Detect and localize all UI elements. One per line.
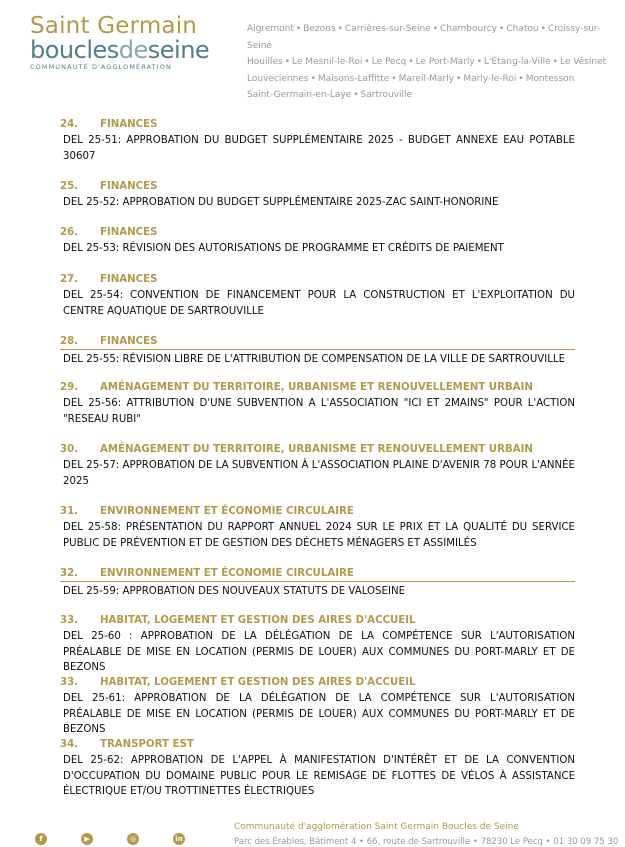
agenda-item [60, 614, 575, 676]
item-category: FINANCES [100, 336, 158, 347]
item-description: DEL 25-58: PRÉSENTATION DU RAPPORT ANNUEL 2024 SUR LE PRIX ET LA QUALITÉ DU SERVICE PUBLIC DE PRÉVENTION ET DE GESTION DES DÉCHETS MÉNAGERS ET ASSIMILÉS [63, 522, 575, 549]
item-category: AMÉNAGEMENT DU TERRITOIRE, URBANISME ET RENOUVELLEMENT URBAIN [100, 444, 533, 455]
commune-separator: • [476, 57, 483, 67]
agenda-item [60, 180, 575, 211]
item-description: DEL 25-57: APPROBATION DE LA SUBVENTION À L'ASSOCIATION PLAINE D'AVENIR 78 POUR L'ANNÉE 2025 [63, 460, 575, 487]
item-description: DEL 25-55: RÉVISION LIBRE DE L'ATTRIBUTION DE COMPENSATION DE LA VILLE DE SARTROUVILLE [63, 354, 566, 365]
item-number: 26. [60, 227, 79, 238]
item-number: 25. [60, 181, 79, 192]
item-number: 33. [60, 615, 79, 626]
commune-name: Maisons-Laffitte [317, 73, 390, 84]
commune-separator: • [540, 24, 546, 34]
item-category: FINANCES [100, 227, 158, 238]
commune-separator: • [364, 57, 370, 67]
item-heading [60, 614, 575, 627]
item-heading [60, 273, 575, 286]
item-category: AMÉNAGEMENT DU TERRITOIRE, URBANISME ET RENOUVELLEMENT URBAIN [100, 382, 533, 393]
item-number: 28. [60, 336, 79, 347]
item-heading [60, 505, 575, 518]
item-description: DEL 25-62: APPROBATION DE L'APPEL À MANIFESTATION D'INTÉRÊT ET DE LA CONVENTION D'OCCUPATION DU DOMAINE PUBLIC POUR LE REMISAGE DE FLOTTES DE VÉLOS À ASSISTANCE ÉLECTRIQUE ET/OU TROTTINETTES ÉLECTRIQUES [63, 755, 575, 797]
item-heading [60, 738, 575, 751]
logo-subtitle: bouclesdeseine [30, 36, 210, 64]
item-heading [60, 567, 575, 582]
commune-separator: • [353, 90, 359, 100]
commune-name: Chambourcy [440, 24, 497, 34]
agenda-item [60, 676, 575, 738]
commune-name: Aigremont [247, 24, 294, 34]
item-heading [60, 180, 575, 193]
item-category: FINANCES [100, 274, 158, 285]
social-links [35, 833, 185, 845]
commune-name: Montesson [525, 73, 575, 84]
item-description: DEL 25-53: RÉVISION DES AUTORISATIONS DE PROGRAMME ET CRÉDITS DE PAIEMENT [63, 243, 504, 254]
item-number: 24. [60, 119, 79, 130]
commune-separator: • [432, 24, 439, 34]
agenda-item [60, 118, 575, 164]
item-number: 30. [60, 444, 79, 455]
agenda-item [60, 567, 575, 600]
item-category: TRANSPORT EST [100, 739, 194, 750]
logo [30, 14, 209, 71]
item-number: 32. [60, 568, 79, 579]
commune-separator: • [499, 24, 505, 34]
commune-separator: • [518, 73, 524, 84]
commune-separator: • [552, 57, 558, 67]
commune-name: Marly-le-Roi [463, 73, 517, 84]
agenda-item [60, 505, 575, 551]
item-category: ENVIRONNEMENT ET ÉCONOMIE CIRCULAIRE [100, 506, 354, 517]
commune-separator: • [337, 24, 343, 34]
item-heading [60, 335, 575, 350]
commune-name: Mareil-Marly [398, 73, 455, 84]
item-number: 34. [60, 739, 79, 750]
commune-name: Le Pecq [371, 57, 407, 67]
commune-name: Sartrouville [360, 90, 413, 100]
item-description: DEL 25-61: APPROBATION DE LA DÉLÉGATION DE LA COMPÉTENCE SUR L'AUTORISATION PRÉALABLE DE MISE EN LOCATION (PERMIS DE LOUER) AUX COMMUNES DU PORT-MARLY ET DE BEZONS [63, 693, 575, 735]
commune-name: Carrières-sur-Seine [344, 24, 431, 34]
item-description: DEL 25-51: APPROBATION DU BUDGET SUPPLÉMENTAIRE 2025 - BUDGET ANNEXE EAU POTABLE 30607 [63, 135, 575, 162]
item-description: DEL 25-59: APPROBATION DES NOUVEAUX STATUTS DE VALOSEINE [63, 586, 406, 597]
item-heading [60, 226, 575, 239]
commune-name: Le Mesnil-le-Roi [292, 57, 363, 67]
item-number: 29. [60, 382, 79, 393]
commune-separator: • [408, 57, 414, 67]
commune-name: Houilles [247, 57, 283, 67]
item-category: FINANCES [100, 119, 158, 130]
agenda-item [60, 226, 575, 257]
logo-title: Saint Germain [30, 13, 198, 39]
linkedin-icon[interactable]: in [173, 833, 185, 845]
commune-separator: • [284, 57, 291, 67]
logo-tagline: COMMUNAUTÉ D'AGGLOMÉRATION [30, 63, 172, 71]
commune-name: Chatou [506, 24, 539, 34]
commune-name: Le Vésinet [559, 57, 607, 67]
youtube-icon[interactable]: ▶ [81, 833, 93, 845]
item-heading [60, 676, 575, 689]
agenda-item [60, 381, 575, 427]
footer-title: Communauté d'agglomération Saint Germain Boucles de Seine [234, 822, 519, 832]
commune-separator: • [456, 73, 462, 84]
item-number: 31. [60, 506, 79, 517]
item-category: HABITAT, LOGEMENT ET GESTION DES AIRES D'ACCUEIL [100, 677, 416, 688]
agenda-item [60, 738, 575, 800]
agenda-item [60, 335, 575, 368]
commune-name: Louveciennes [247, 73, 309, 84]
commune-name: Croissy-sur-Seine [247, 24, 601, 51]
commune-separator: • [391, 73, 397, 84]
item-category: ENVIRONNEMENT ET ÉCONOMIE CIRCULAIRE [100, 568, 354, 579]
item-heading [60, 443, 575, 456]
commune-name: Saint-Germain-en-Laye [247, 90, 352, 100]
facebook-icon[interactable]: f [35, 833, 47, 845]
communes-list [247, 21, 607, 104]
item-description: DEL 25-52: APPROBATION DU BUDGET SUPPLÉMENTAIRE 2025-ZAC SAINT-HONORINE [63, 197, 499, 208]
item-category: FINANCES [100, 181, 158, 192]
item-description: DEL 25-56: ATTRIBUTION D'UNE SUBVENTION A L'ASSOCIATION "ICI ET 2MAINS" POUR L'ACTION "RESEAU RUBI" [63, 398, 575, 425]
commune-name: Le Port-Marly [415, 57, 475, 67]
item-number: 33. [60, 677, 79, 688]
item-category: HABITAT, LOGEMENT ET GESTION DES AIRES D'ACCUEIL [100, 615, 416, 626]
item-description: DEL 25-54: CONVENTION DE FINANCEMENT POUR LA CONSTRUCTION ET L'EXPLOITATION DU CENTRE AQUATIQUE DE SARTROUVILLE [63, 290, 575, 317]
commune-separator: • [295, 24, 302, 34]
instagram-icon[interactable]: ◎ [127, 833, 139, 845]
agenda-item [60, 443, 575, 489]
commune-separator: • [310, 73, 316, 84]
item-number: 27. [60, 274, 79, 285]
commune-name: Bezons [303, 24, 336, 34]
item-description: DEL 25-60 : APPROBATION DE LA DÉLÉGATION DE LA COMPÉTENCE SUR L'AUTORISATION PRÉALABLE DE MISE EN LOCATION (PERMIS DE LOUER) AUX COMMUNES DU PORT-MARLY ET DE BEZONS [63, 631, 575, 673]
item-heading [60, 118, 575, 131]
commune-name: L'Étang-la-Ville [484, 57, 551, 67]
item-heading [60, 381, 575, 394]
footer-address: Parc des Érables, Bâtiment 4 • 66, route de Sartrouville • 78230 Le Pecq • 01 30 09 75 30 [234, 837, 619, 847]
agenda-item [60, 273, 575, 319]
